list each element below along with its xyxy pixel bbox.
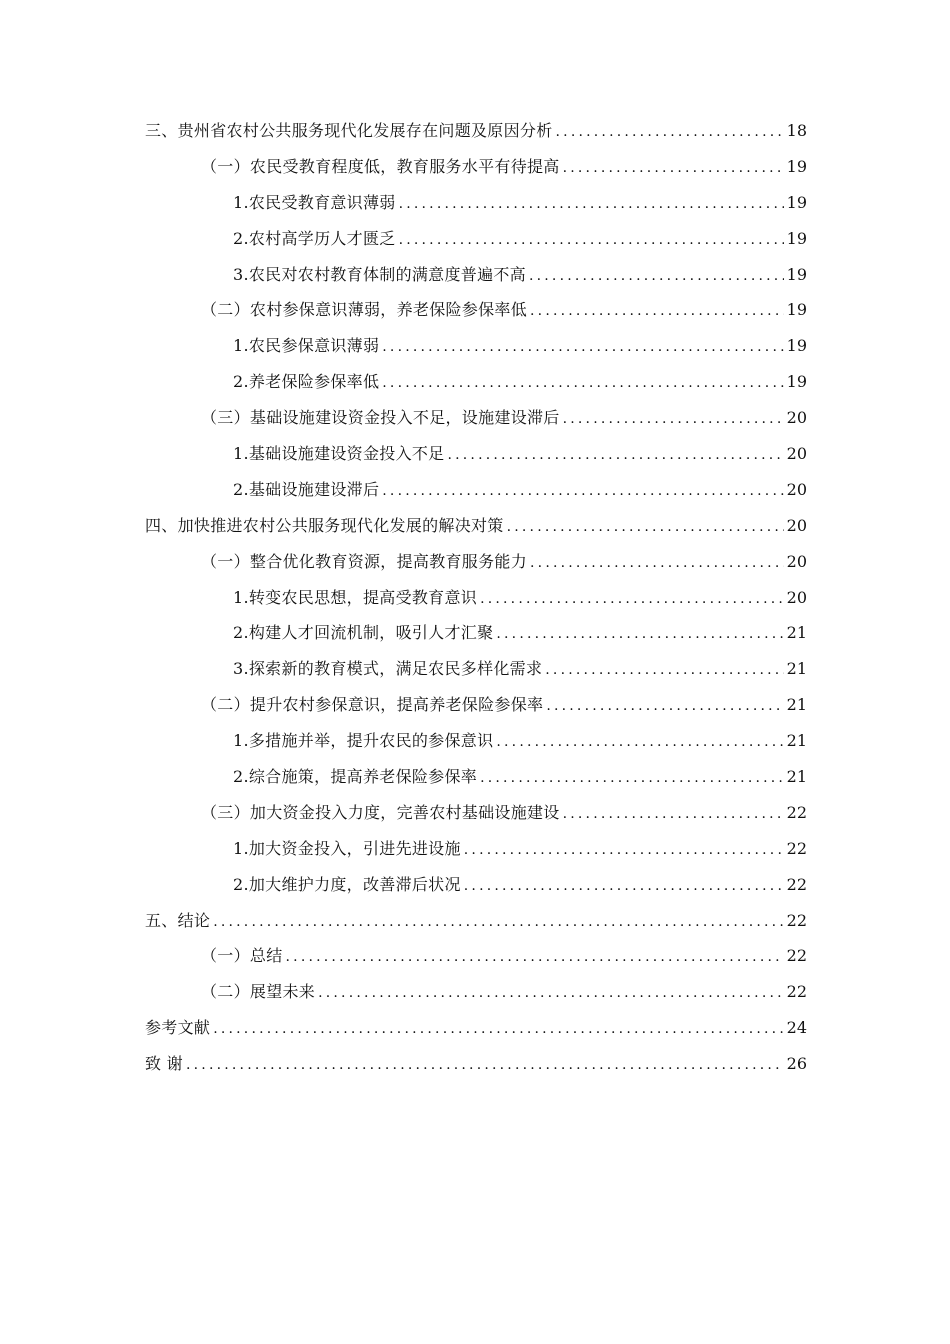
toc-entry[interactable] bbox=[145, 364, 807, 400]
toc-entry[interactable] bbox=[145, 974, 807, 1010]
toc-entry-title: （二）提升农村参保意识，提高养老保险参保率 bbox=[201, 695, 544, 715]
toc-dot-leader bbox=[382, 366, 783, 402]
toc-entry-title: 2.养老保险参保率低 bbox=[233, 372, 380, 392]
toc-page-number: 22 bbox=[786, 982, 807, 1002]
toc-dot-leader bbox=[318, 976, 784, 1012]
toc-page-number: 22 bbox=[786, 802, 807, 822]
toc-dot-leader bbox=[382, 474, 783, 510]
toc-page-number: 19 bbox=[786, 228, 807, 248]
toc-page-number: 22 bbox=[786, 874, 807, 894]
toc-entry-title: 1.转变农民思想，提高受教育意识 bbox=[233, 587, 478, 607]
toc-entry[interactable] bbox=[145, 1010, 807, 1046]
toc-entry[interactable] bbox=[145, 651, 807, 687]
toc-entry[interactable] bbox=[145, 580, 807, 616]
toc-page-number: 22 bbox=[786, 838, 807, 858]
toc-dot-leader bbox=[213, 1012, 783, 1048]
toc-entry-title: 五、结论 bbox=[145, 910, 211, 930]
toc-entry[interactable] bbox=[145, 903, 807, 939]
toc-dot-leader bbox=[213, 905, 783, 941]
toc-page-number: 18 bbox=[786, 121, 807, 140]
toc-dot-leader bbox=[546, 689, 783, 725]
toc-dot-leader bbox=[399, 223, 784, 259]
toc-entry-title: 1.多措施并举，提升农民的参保意识 bbox=[233, 731, 494, 751]
toc-page-number: 20 bbox=[786, 479, 807, 499]
toc-entry[interactable] bbox=[145, 1046, 807, 1082]
toc-page-number: 24 bbox=[786, 1018, 807, 1038]
toc-page-number: 26 bbox=[786, 1054, 807, 1074]
toc-page-number: 19 bbox=[786, 156, 807, 176]
toc-page-number: 20 bbox=[786, 444, 807, 464]
toc-page-number: 19 bbox=[786, 192, 807, 212]
toc-entry-title: 3.农民对农村教育体制的满意度普遍不高 bbox=[233, 264, 526, 284]
toc-entry[interactable] bbox=[145, 544, 807, 580]
toc-dot-leader bbox=[186, 1048, 784, 1084]
toc-entry[interactable] bbox=[145, 257, 807, 293]
toc-entry-title: （三）加大资金投入力度，完善农村基础设施建设 bbox=[201, 802, 560, 822]
toc-dot-leader bbox=[464, 869, 784, 905]
toc-entry[interactable] bbox=[145, 221, 807, 257]
toc-page-number: 19 bbox=[786, 264, 807, 284]
toc-dot-leader bbox=[447, 438, 783, 474]
toc-page-number: 19 bbox=[786, 300, 807, 320]
toc-entry[interactable] bbox=[145, 795, 807, 831]
toc-entry[interactable] bbox=[145, 723, 807, 759]
toc-entry[interactable] bbox=[145, 472, 807, 508]
toc-page-number: 21 bbox=[786, 659, 807, 679]
toc-dot-leader bbox=[480, 582, 784, 618]
toc-page-number: 22 bbox=[786, 946, 807, 966]
toc-entry-title: 2.综合施策，提高养老保险参保率 bbox=[233, 767, 478, 787]
toc-dot-leader bbox=[545, 653, 783, 689]
toc-entry[interactable] bbox=[145, 759, 807, 795]
toc-page-number: 21 bbox=[786, 767, 807, 787]
toc-entry-title: 1.农民参保意识薄弱 bbox=[233, 336, 380, 356]
toc-dot-leader bbox=[530, 546, 784, 582]
toc-dot-leader bbox=[286, 940, 784, 976]
toc-entry[interactable] bbox=[145, 436, 807, 472]
toc-page-number: 22 bbox=[786, 910, 807, 930]
toc-entry[interactable] bbox=[145, 938, 807, 974]
toc-page-number: 20 bbox=[786, 587, 807, 607]
toc-page-number: 19 bbox=[786, 372, 807, 392]
table-of-contents bbox=[145, 113, 807, 1082]
toc-page-number: 21 bbox=[786, 623, 807, 643]
toc-dot-leader bbox=[496, 617, 783, 653]
toc-entry-title: 四、加快推进农村公共服务现代化发展的解决对策 bbox=[145, 515, 504, 535]
toc-page-number: 21 bbox=[786, 731, 807, 751]
toc-entry-title: （三）基础设施建设资金投入不足，设施建设滞后 bbox=[201, 408, 560, 428]
toc-page-number: 21 bbox=[786, 695, 807, 715]
toc-entry-title: 2.基础设施建设滞后 bbox=[233, 479, 380, 499]
toc-entry[interactable] bbox=[145, 149, 807, 185]
toc-entry-title: 致 谢 bbox=[145, 1054, 183, 1074]
toc-entry-title: 参考文献 bbox=[145, 1018, 211, 1038]
toc-page-number: 20 bbox=[786, 408, 807, 428]
toc-dot-leader bbox=[382, 330, 783, 366]
toc-entry[interactable] bbox=[145, 508, 807, 544]
toc-entry[interactable] bbox=[145, 867, 807, 903]
toc-dot-leader bbox=[496, 725, 783, 761]
toc-entry-title: 1.基础设施建设资金投入不足 bbox=[233, 444, 445, 464]
toc-entry[interactable] bbox=[145, 615, 807, 651]
toc-dot-leader bbox=[464, 833, 784, 869]
toc-page-number: 20 bbox=[786, 515, 807, 535]
toc-entry[interactable] bbox=[145, 328, 807, 364]
toc-entry-title: 1.农民受教育意识薄弱 bbox=[233, 192, 396, 212]
toc-entry[interactable] bbox=[145, 687, 807, 723]
toc-entry-title: （二）农村参保意识薄弱，养老保险参保率低 bbox=[201, 300, 528, 320]
toc-dot-leader bbox=[563, 151, 784, 187]
toc-entry[interactable] bbox=[145, 831, 807, 867]
toc-entry[interactable] bbox=[145, 185, 807, 221]
toc-entry-title: 3.探索新的教育模式，满足农民多样化需求 bbox=[233, 659, 543, 679]
toc-entry-title: 2.构建人才回流机制，吸引人才汇聚 bbox=[233, 623, 494, 643]
toc-dot-leader bbox=[563, 402, 784, 438]
toc-entry-title: （一）农民受教育程度低，教育服务水平有待提高 bbox=[201, 156, 560, 176]
toc-entry-title: 1.加大资金投入，引进先进设施 bbox=[233, 838, 461, 858]
toc-entry[interactable] bbox=[145, 400, 807, 436]
toc-entry-title: （二）展望未来 bbox=[201, 982, 316, 1002]
toc-entry-title: （一）总结 bbox=[201, 946, 283, 966]
toc-dot-leader bbox=[563, 797, 784, 833]
toc-dot-leader bbox=[556, 115, 784, 151]
toc-entry[interactable] bbox=[145, 113, 807, 149]
toc-dot-leader bbox=[480, 761, 784, 797]
toc-entry-title: 2.农村高学历人才匮乏 bbox=[233, 228, 396, 248]
toc-dot-leader bbox=[529, 259, 784, 295]
toc-entry-title: 2.加大维护力度，改善滞后状况 bbox=[233, 874, 461, 894]
toc-dot-leader bbox=[399, 187, 784, 223]
toc-page-number: 20 bbox=[786, 551, 807, 571]
toc-entry-title: （一）整合优化教育资源，提高教育服务能力 bbox=[201, 551, 528, 571]
toc-page-number: 19 bbox=[786, 336, 807, 356]
toc-dot-leader bbox=[530, 294, 784, 330]
toc-dot-leader bbox=[507, 510, 784, 546]
toc-entry[interactable] bbox=[145, 292, 807, 328]
toc-entry-title: 三、贵州省农村公共服务现代化发展存在问题及原因分析 bbox=[145, 121, 553, 140]
